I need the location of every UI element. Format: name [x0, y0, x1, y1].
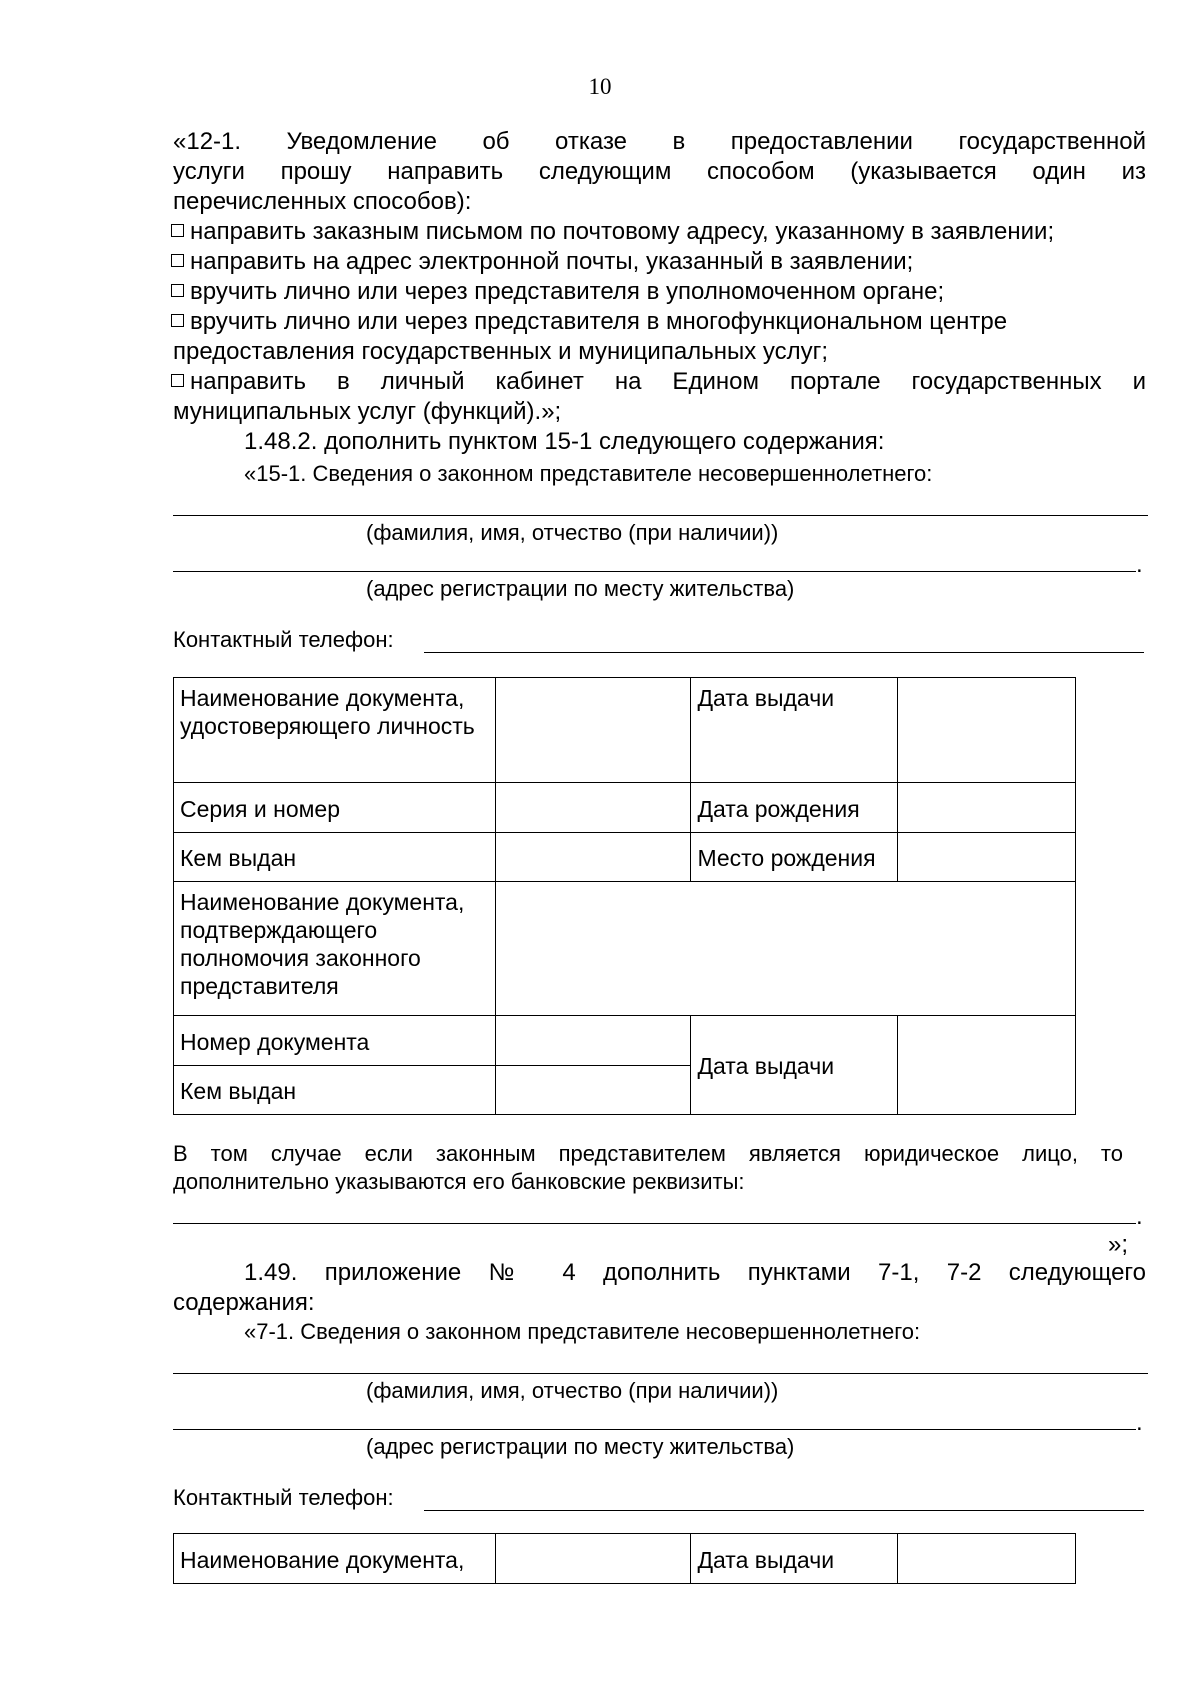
option-portal	[171, 367, 1146, 397]
representative-document-table-2	[173, 1533, 1076, 1584]
series-number-label: Серия и номер	[174, 783, 496, 833]
form1-address-period: .	[1136, 551, 1143, 578]
form2-fio-caption: (фамилия, имя, отчество (при наличии))	[366, 1378, 779, 1403]
form2-fio-line[interactable]	[173, 1373, 1148, 1374]
authority-doc-label: Наименование документа, подтверждающего полномочия законного представителя	[174, 882, 496, 1016]
table-row	[174, 1016, 1076, 1066]
bank-details-period: .	[1136, 1203, 1143, 1230]
table-row	[174, 882, 1076, 1016]
closing-mark: »;	[1108, 1231, 1129, 1258]
form2-address-caption: (адрес регистрации по месту жительства)	[366, 1434, 795, 1459]
form1-phone-label: Контактный телефон:	[173, 627, 394, 652]
birth-place-value[interactable]	[898, 833, 1076, 882]
issue-date-label: Дата выдачи	[691, 1534, 898, 1584]
form1-address-line[interactable]	[173, 571, 1136, 572]
form2-address-line[interactable]	[173, 1429, 1136, 1430]
issued-by-label: Кем выдан	[174, 833, 496, 882]
birth-date-label: Дата рождения	[691, 783, 898, 833]
option-label: направить заказным письмом по почтовому адресу, указанному в заявлении;	[190, 218, 1055, 245]
option-mfc	[171, 307, 1007, 337]
issued-by-2-label: Кем выдан	[174, 1066, 496, 1115]
option-authorized-body	[171, 277, 944, 307]
item-1-49-line2: содержания:	[173, 1289, 315, 1316]
form1-address-caption: (адрес регистрации по месту жительства)	[366, 576, 795, 601]
birth-place-label: Место рождения	[691, 833, 898, 882]
option-label: вручить лично или через представителя в многофункциональном центре	[190, 308, 1008, 335]
issued-by-2-value[interactable]	[495, 1066, 691, 1115]
item-1-49-line1: 1.49. приложение № 4 дополнить пунктами 7-1, 7-2 следующего	[244, 1259, 1146, 1286]
form2-address-period: .	[1136, 1409, 1143, 1436]
table-row	[174, 1534, 1076, 1584]
authority-doc-value[interactable]	[495, 882, 1075, 1016]
issue-date-value[interactable]	[898, 678, 1076, 783]
item-1-48-2: 1.48.2. дополнить пунктом 15-1 следующего содержания:	[244, 428, 885, 455]
option-label: вручить лично или через представителя в уполномоченном органе;	[190, 278, 945, 305]
birth-date-value[interactable]	[898, 783, 1076, 833]
table-row	[174, 833, 1076, 882]
checkbox-icon[interactable]	[171, 254, 184, 267]
doc-name-label: Наименование документа,	[174, 1534, 496, 1584]
bank-details-line[interactable]	[173, 1223, 1136, 1224]
doc-name-value[interactable]	[495, 1534, 691, 1584]
doc-number-value[interactable]	[495, 1016, 691, 1066]
checkbox-icon[interactable]	[171, 284, 184, 297]
table-row	[174, 678, 1076, 783]
option-registered-mail	[171, 217, 1054, 247]
page-number: 10	[588, 74, 612, 99]
option-portal-continued: муниципальных услуг (функций).»;	[173, 398, 562, 425]
legal-entity-line1: В том случае если законным представителем является юридическое лицо, то	[173, 1141, 1123, 1166]
section-12-1-line2: услуги прошу направить следующим способом (указывается один из	[173, 158, 1146, 185]
form2-phone-field[interactable]	[424, 1510, 1144, 1511]
series-number-value[interactable]	[495, 783, 691, 833]
doc-number-label: Номер документа	[174, 1016, 496, 1066]
option-label: направить в личный кабинет на Едином портале государственных и	[190, 368, 1146, 395]
table-row	[174, 783, 1076, 833]
option-email	[171, 247, 913, 277]
issue-date-2-value[interactable]	[898, 1016, 1076, 1115]
form1-heading: «15-1. Сведения о законном представителе несовершеннолетнего:	[244, 461, 933, 486]
form2-heading: «7-1. Сведения о законном представителе несовершеннолетнего:	[244, 1319, 921, 1344]
identity-doc-label: Наименование документа, удостоверяющего личность	[174, 678, 496, 783]
checkbox-icon[interactable]	[171, 224, 184, 237]
checkbox-icon[interactable]	[171, 374, 184, 387]
form1-fio-line[interactable]	[173, 515, 1148, 516]
issue-date-label: Дата выдачи	[691, 678, 898, 783]
representative-document-table	[173, 677, 1076, 1115]
checkbox-icon[interactable]	[171, 314, 184, 327]
form2-phone-label: Контактный телефон:	[173, 1485, 394, 1510]
section-12-1-line1: «12-1. Уведомление об отказе в предоставлении государственной	[173, 128, 1146, 155]
form1-fio-caption: (фамилия, имя, отчество (при наличии))	[366, 520, 779, 545]
identity-doc-value[interactable]	[495, 678, 691, 783]
form1-phone-field[interactable]	[424, 652, 1144, 653]
option-label: направить на адрес электронной почты, указанный в заявлении;	[190, 248, 914, 275]
issued-by-value[interactable]	[495, 833, 691, 882]
issue-date-value[interactable]	[898, 1534, 1076, 1584]
section-12-1-line3: перечисленных способов):	[173, 188, 472, 215]
legal-entity-line2: дополнительно указываются его банковские реквизиты:	[173, 1169, 745, 1194]
issue-date-2-label: Дата выдачи	[691, 1016, 898, 1115]
option-mfc-continued: предоставления государственных и муниципальных услуг;	[173, 338, 829, 365]
